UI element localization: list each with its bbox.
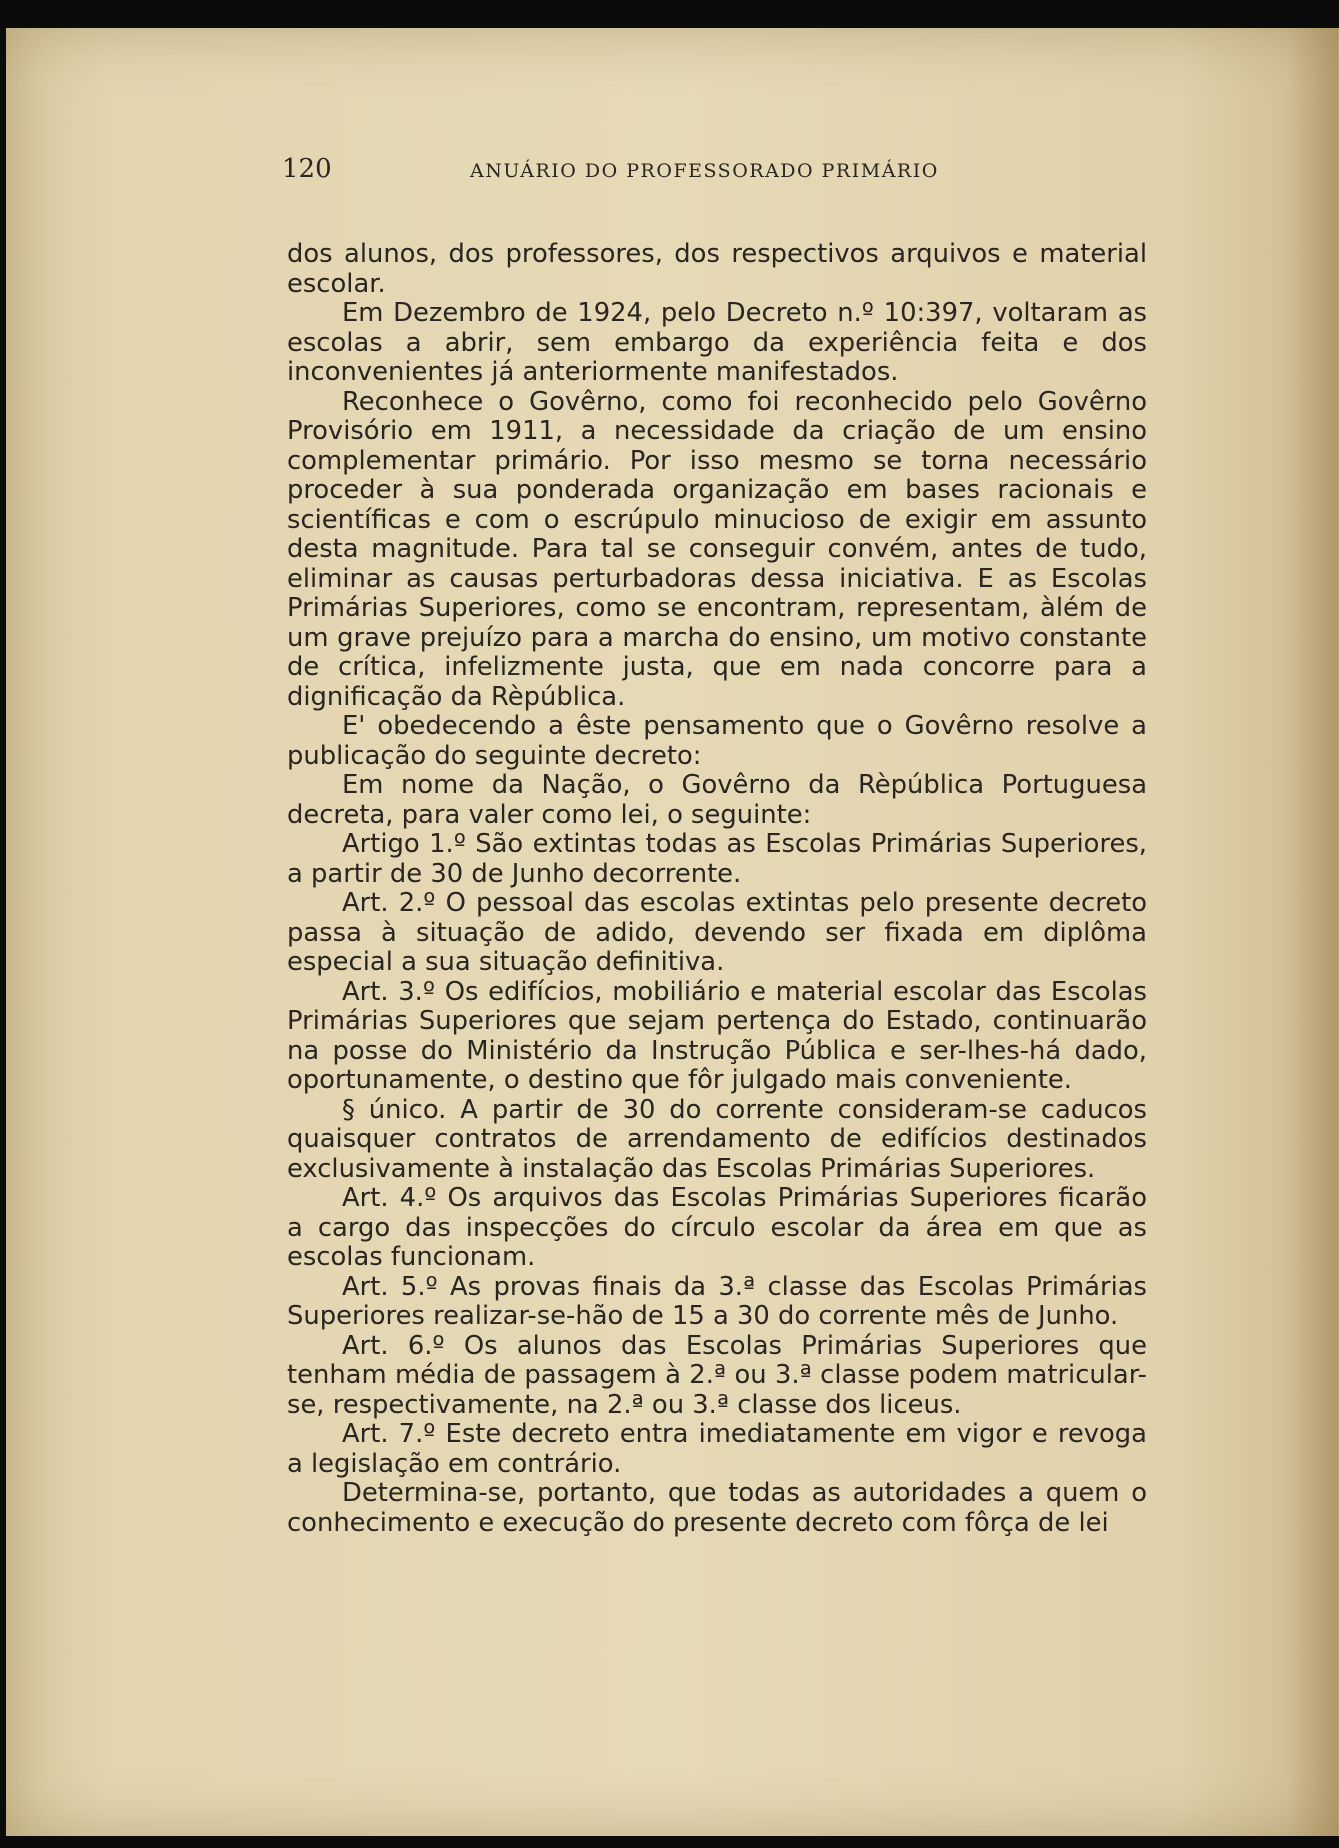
paragraph: E' obedecendo a êste pensamento que o Govêrno resolve a publicação do seguinte decreto: — [287, 711, 1147, 771]
paragraph: Em nome da Nação, o Govêrno da Rèpública Portuguesa decreta, para valer como lei, o seguinte: — [287, 770, 1147, 830]
article-6: Art. 6.º Os alunos das Escolas Primárias Superiores que tenham média de passagem à 2.ª ou 3.ª classe podem matricular-se, respectivamente, na 2.ª ou 3.ª classe dos liceus. — [287, 1330, 1147, 1420]
page-fold-shadow — [1286, 28, 1338, 1836]
section-unico: § único. A partir de 30 do corrente consideram-se caducos quaisquer contratos de arrendamento de edifícios destinados exclusivamente à instalação das Escolas Primárias Superiores. — [287, 1094, 1147, 1184]
running-title: ANUÁRIO DO PROFESSORADO PRIMÁRIO — [470, 160, 939, 182]
article-5: Art. 5.º As provas finais da 3.ª classe das Escolas Primárias Superiores realizar-se-hão de 15 a 30 do corrente mês de Junho. — [287, 1271, 1147, 1331]
article-3: Art. 3.º Os edifícios, mobiliário e material escolar das Escolas Primárias Superiores que sejam pertença do Estado, continuarão na posse do Ministério da Instrução Pública e ser-lhes-há dado, oportunamente, o destino que fôr julgado mais conveniente. — [287, 976, 1147, 1095]
body-text — [287, 240, 1147, 1538]
paragraph: Determina-se, portanto, que todas as autoridades a quem o conhecimento e execução do presente decreto com fôrça de lei — [287, 1478, 1147, 1538]
page-header — [282, 154, 1142, 194]
article-4: Art. 4.º Os arquivos das Escolas Primárias Superiores ficarão a cargo das inspecções do círculo escolar da área em que as escolas funcionam. — [287, 1183, 1147, 1272]
paragraph: dos alunos, dos professores, dos respectivos arquivos e material escolar. — [287, 239, 1147, 299]
paragraph: Reconhece o Govêrno, como foi reconhecido pelo Govêrno Provisório em 1911, a necessidade da criação de um ensino complementar primário. Por isso mesmo se torna necessário proceder à sua ponderada organização em bases racionais e scientíficas e com o escrúpulo minucioso de exigir em assunto desta magnitude. Para tal se conseguir convém, antes de tudo, eliminar as causas perturbadoras dessa iniciativa. E as Escolas Primárias Superiores, como se encontram, representam, àlém de um grave prejuízo para a marcha do ensino, um motivo constante de crítica, infelizmente justa, que em nada concorre para a dignificação da Rèpública. — [287, 386, 1147, 712]
paragraph: Em Dezembro de 1924, pelo Decreto n.º 10:397, voltaram as escolas a abrir, sem embargo da experiência feita e dos inconvenientes já anteriormente manifestados. — [287, 298, 1147, 387]
article-2: Art. 2.º O pessoal das escolas extintas pelo presente decreto passa à situação de adido, devendo ser fixada em diplôma especial a sua situação definitiva. — [287, 888, 1147, 977]
article-1: Artigo 1.º São extintas todas as Escolas Primárias Superiores, a partir de 30 de Junho decorrente. — [287, 829, 1147, 889]
article-7: Art. 7.º Este decreto entra imediatamente em vigor e revoga a legislação em contrário. — [287, 1419, 1147, 1479]
page-number: 120 — [282, 154, 332, 184]
